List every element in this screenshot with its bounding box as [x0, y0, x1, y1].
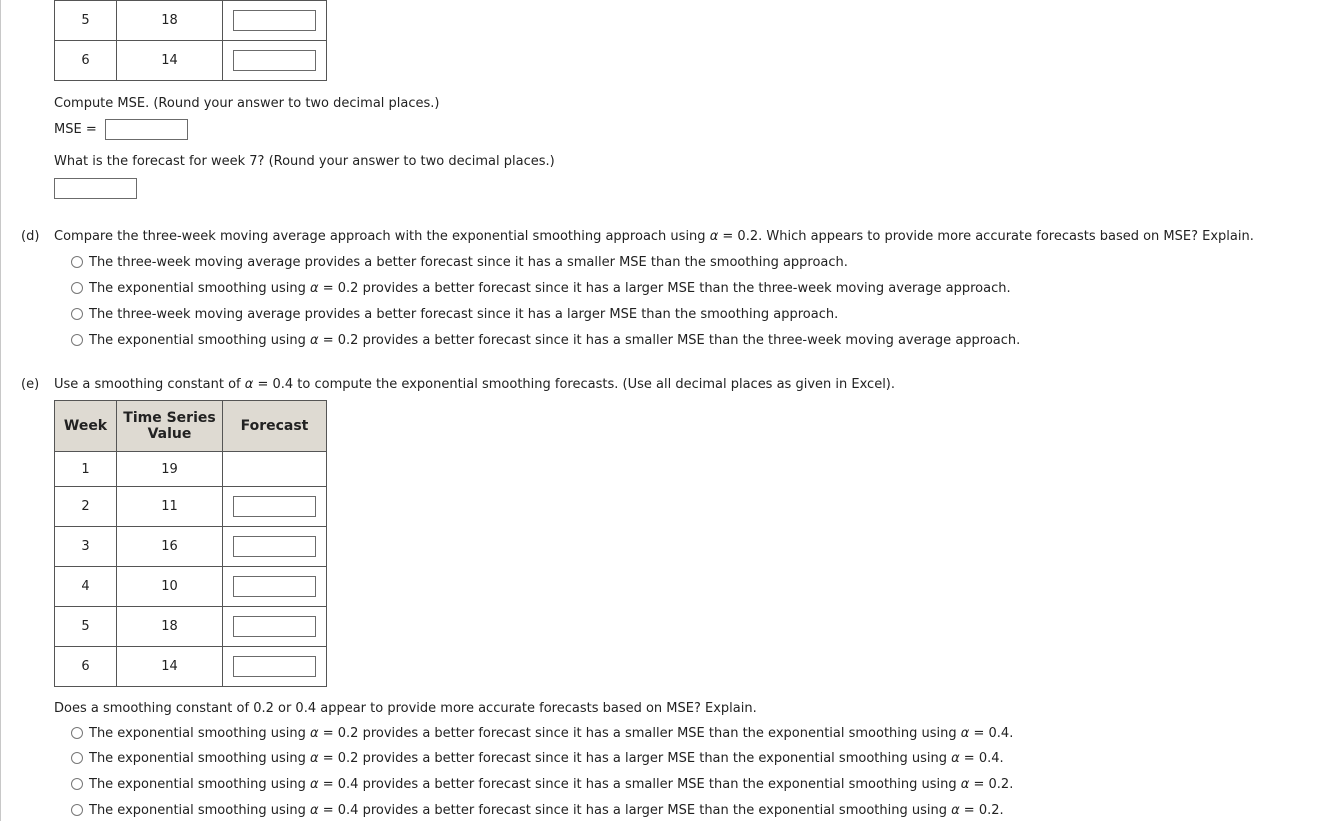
alpha-symbol: α — [244, 377, 254, 392]
question-text: = 0.2. Which appears to provide more accurate forecasts based on MSE? Explain. — [718, 229, 1254, 244]
alpha-symbol: α — [951, 803, 960, 818]
alpha-symbol: α — [310, 333, 319, 348]
forecast-cell — [223, 647, 327, 687]
header-week: Week — [55, 401, 117, 452]
part-e-option-4[interactable] — [71, 803, 1004, 818]
value-cell: 11 — [117, 487, 223, 527]
table-row — [55, 487, 327, 527]
alpha-symbol: α — [951, 751, 960, 766]
forecast-input-week-3[interactable] — [233, 536, 316, 557]
part-e-option-1[interactable] — [71, 726, 1013, 741]
week-cell: 5 — [55, 1, 117, 41]
forecast-input-week-5[interactable] — [233, 616, 316, 637]
forecast-cell — [223, 1, 327, 41]
instruction-text: Use a smoothing constant of — [54, 377, 245, 392]
mse-input[interactable] — [105, 119, 188, 140]
part-e-option-2[interactable] — [71, 751, 1004, 766]
value-cell: 14 — [117, 41, 223, 81]
header-time-series-value — [117, 401, 223, 452]
forecast-week7-question: What is the forecast for week 7? (Round your answer to two decimal places.) — [54, 154, 555, 169]
alpha-symbol: α — [310, 803, 319, 818]
forecast-input-week-6[interactable] — [233, 656, 316, 677]
part-c-table-partial — [54, 0, 327, 81]
part-d-option-2[interactable] — [71, 281, 1011, 296]
radio-button[interactable] — [71, 282, 83, 294]
table-row — [55, 41, 327, 81]
table-row — [55, 567, 327, 607]
alpha-symbol: α — [310, 726, 319, 741]
alpha-symbol: α — [960, 777, 970, 792]
part-e-table — [54, 400, 327, 687]
forecast-cell — [223, 41, 327, 81]
table-row — [55, 647, 327, 687]
option-text: = 0.2 provides a better forecast since it has a smaller MSE than the exponential smoothing using — [318, 726, 961, 741]
header-forecast: Forecast — [223, 401, 327, 452]
alpha-symbol: α — [709, 229, 719, 244]
radio-button[interactable] — [71, 256, 83, 268]
forecast-cell — [223, 567, 327, 607]
table-row — [55, 452, 327, 487]
option-text: = 0.2. — [969, 777, 1014, 792]
forecast-input-week-2[interactable] — [233, 496, 316, 517]
page-left-border — [0, 0, 1, 821]
option-text: The exponential smoothing using — [89, 281, 311, 296]
table-row — [55, 527, 327, 567]
part-e-option-3[interactable] — [71, 777, 1013, 792]
value-cell: 18 — [117, 607, 223, 647]
option-text: The exponential smoothing using — [89, 726, 311, 741]
option-text: = 0.2. — [959, 803, 1004, 818]
week-cell: 4 — [55, 567, 117, 607]
value-cell: 16 — [117, 527, 223, 567]
part-d-question — [54, 229, 1254, 244]
forecast-input-week-5[interactable] — [233, 10, 316, 31]
radio-button[interactable] — [71, 804, 83, 816]
option-text: = 0.4 provides a better forecast since it has a smaller MSE than the exponential smoothing using — [318, 777, 961, 792]
option-text: = 0.2 provides a better forecast since it has a larger MSE than the exponential smoothing using — [318, 751, 952, 766]
question-text: Compare the three-week moving average approach with the exponential smoothing approach using — [54, 229, 710, 244]
forecast-week7-row — [54, 178, 137, 199]
option-text: The three-week moving average provides a better forecast since it has a larger MSE than the smoothing approach. — [89, 307, 839, 322]
table-header-row — [55, 401, 327, 452]
option-text: = 0.4. — [959, 751, 1004, 766]
mse-row — [54, 119, 188, 140]
value-cell: 18 — [117, 1, 223, 41]
alpha-symbol: α — [960, 726, 970, 741]
radio-button[interactable] — [71, 308, 83, 320]
part-e-label: (e) — [21, 377, 40, 392]
week-cell: 6 — [55, 41, 117, 81]
part-d-option-1[interactable] — [71, 255, 848, 270]
mse-label: MSE = — [54, 122, 97, 137]
table-row — [55, 1, 327, 41]
radio-button[interactable] — [71, 727, 83, 739]
option-text: = 0.4 provides a better forecast since it has a larger MSE than the exponential smoothing using — [318, 803, 952, 818]
forecast-input-week-6[interactable] — [233, 50, 316, 71]
option-text: The exponential smoothing using — [89, 803, 311, 818]
alpha-symbol: α — [310, 777, 319, 792]
forecast-cell — [223, 527, 327, 567]
week-cell: 1 — [55, 452, 117, 487]
week-cell: 2 — [55, 487, 117, 527]
forecast-week7-input[interactable] — [54, 178, 137, 199]
value-cell: 14 — [117, 647, 223, 687]
table-row — [55, 607, 327, 647]
alpha-symbol: α — [310, 751, 319, 766]
week-cell: 6 — [55, 647, 117, 687]
radio-button[interactable] — [71, 752, 83, 764]
forecast-input-week-4[interactable] — [233, 576, 316, 597]
value-cell: 10 — [117, 567, 223, 607]
option-text: = 0.2 provides a better forecast since it has a larger MSE than the three-week moving average approach. — [318, 281, 1011, 296]
option-text: The three-week moving average provides a better forecast since it has a smaller MSE than the smoothing approach. — [89, 255, 848, 270]
option-text: The exponential smoothing using — [89, 333, 311, 348]
radio-button[interactable] — [71, 778, 83, 790]
header-line: Value — [147, 426, 192, 442]
part-d-label: (d) — [21, 229, 40, 244]
mse-instruction: Compute MSE. (Round your answer to two decimal places.) — [54, 96, 440, 111]
instruction-text: = 0.4 to compute the exponential smoothing forecasts. (Use all decimal places as given in Excel). — [253, 377, 896, 392]
option-text: = 0.2 provides a better forecast since it has a smaller MSE than the three-week moving average approach. — [318, 333, 1021, 348]
smoothing-compare-question: Does a smoothing constant of 0.2 or 0.4 appear to provide more accurate forecasts based on MSE? Explain. — [54, 701, 757, 716]
option-text: The exponential smoothing using — [89, 751, 311, 766]
header-line: Time Series — [123, 410, 216, 426]
part-e-instruction — [54, 377, 895, 392]
option-text: The exponential smoothing using — [89, 777, 311, 792]
part-d-option-3[interactable] — [71, 307, 838, 322]
week-cell: 5 — [55, 607, 117, 647]
part-d-option-4[interactable] — [71, 333, 1020, 348]
week-cell: 3 — [55, 527, 117, 567]
option-text: = 0.4. — [969, 726, 1014, 741]
forecast-cell — [223, 607, 327, 647]
forecast-cell — [223, 452, 327, 487]
forecast-cell — [223, 487, 327, 527]
radio-button[interactable] — [71, 334, 83, 346]
alpha-symbol: α — [310, 281, 319, 296]
value-cell: 19 — [117, 452, 223, 487]
